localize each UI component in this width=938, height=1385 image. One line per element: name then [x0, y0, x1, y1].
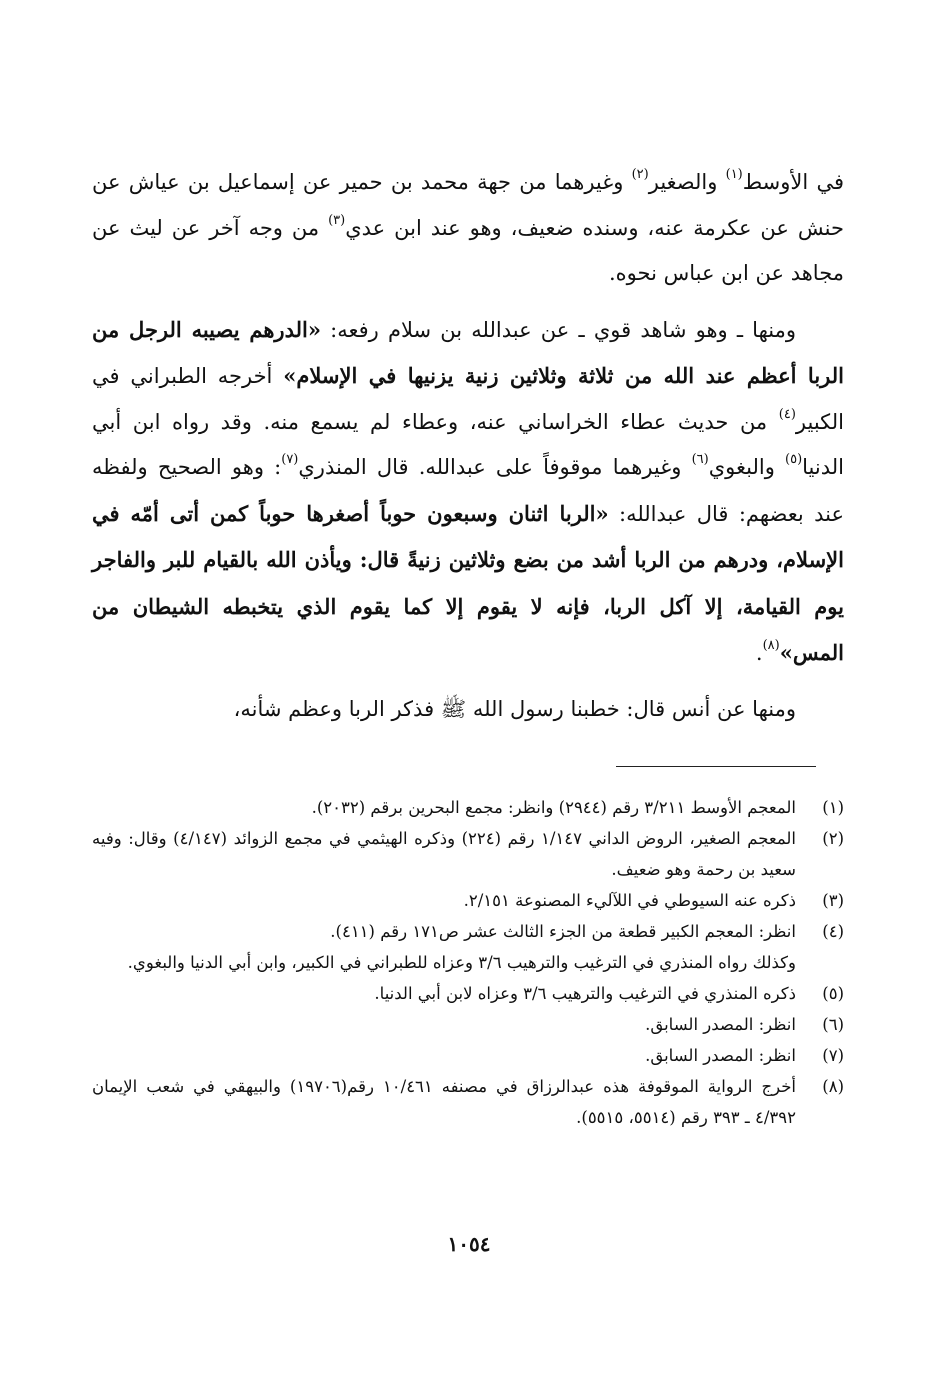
footnote-ref[interactable]: (١) [725, 167, 743, 182]
text-run: وغيرهما موقوفاً على عبدالله. قال المنذري [298, 455, 692, 479]
footnote-5 [92, 978, 844, 1009]
text-run: ومنها عن أنس قال: خطبنا رسول الله ﷺ فذكر الربا وعظم شأنه، [233, 696, 796, 721]
text-run: أخرجه الطبراني في الكبير [92, 364, 844, 434]
text-run: . [755, 641, 763, 665]
footnote-ref[interactable]: (٣) [328, 212, 346, 228]
footnote-text: انظر: المصدر السابق. [645, 1015, 796, 1034]
footnote-4 [92, 916, 844, 947]
hadith-quote-1: «الدرهم يصيبه الرجل من الربا أعظم عند الله من ثلاثة وثلاثين زنية يزنيها في الإسلام» [92, 316, 844, 388]
footnote-ref[interactable]: (٤) [778, 406, 796, 422]
footnote-6 [92, 1009, 844, 1040]
text-run: في الأوسط [742, 170, 844, 194]
footnote-2 [92, 823, 844, 885]
footnote-text: أخرج الرواية الموقوفة هذه عبدالرزاق في مصنفه ١٠/٤٦١ رقم(١٩٧٠٦) والبيهقي في شعب الإيمان ٤/٣٩٢ ـ ٣٩٣ رقم (٥٥١٤، ٥٥١٥). [92, 1077, 796, 1127]
text-run: وغيرهما من جهة محمد بن حمير عن إسماعيل بن عياش عن حنش عن عكرمة عنه، وسنده ضعيف، وهو عند ابن عدي [92, 170, 844, 240]
footnote-number: (٢) [822, 829, 844, 848]
text-run: : وهو الصحيح ولفظه عند بعضهم: قال عبدالله: [92, 455, 844, 526]
paragraph-2 [92, 307, 844, 677]
footnote-text: ذكره عنه السيوطي في اللآليء المصنوعة ٢/١٥١. [463, 891, 796, 910]
footnote-text: انظر: المعجم الكبير قطعة من الجزء الثالث عشر ص١٧١ رقم (٤١١). [330, 922, 796, 941]
footnote-ref[interactable]: (٦) [691, 452, 709, 467]
main-text [92, 160, 844, 732]
footnote-number: (٨) [822, 1077, 844, 1096]
footnote-8 [92, 1071, 844, 1133]
footnote-7 [92, 1040, 844, 1071]
text-run: والصغير [648, 170, 726, 194]
page-number: ١٠٥٤ [447, 1232, 491, 1256]
footnote-4-continuation: وكذلك رواه المنذري في الترغيب والترهيب ٣/٦ وعزاه للطبراني في الكبير، وابن أبي الدنيا والبغوي. [127, 953, 796, 972]
hadith-quote-2: «الربا اثنان وسبعون حوباً أصغرها حوباً كمن أتى أمّه في الإسلام، ودرهم من الربا أشد من بضع وثلاثين زنيةً قال: ويأذن الله بالقيام للبر والفاجر يوم القيامة، إلا آكل الربا، فإنه لا يقوم إلا كما يقوم الذي يتخبطه الشيطان من المس» [92, 500, 844, 665]
footnotes-section [92, 792, 844, 1133]
footnote-number: (٥) [822, 984, 844, 1003]
footnote-text: ذكره المنذري في الترغيب والترهيب ٣/٦ وعزاه لابن أبي الدنيا. [374, 984, 796, 1003]
footnote-ref[interactable]: (٨) [762, 638, 780, 653]
paragraph-3 [92, 687, 844, 733]
footnote-number: (٦) [822, 1015, 844, 1034]
footnote-3 [92, 885, 844, 916]
text-run: من حديث عطاء الخراساني عنه، وعطاء لم يسمع منه. وقد رواه ابن أبي الدنيا [92, 409, 844, 479]
footnote-separator [616, 766, 816, 767]
footnote-number: (١) [822, 798, 844, 817]
text-run: ومنها ـ وهو شاهد قوي ـ عن عبدالله بن سلام رفعه: [320, 317, 796, 342]
footnote-text: انظر: المصدر السابق. [645, 1046, 796, 1065]
paragraph-1 [92, 160, 844, 297]
footnote-ref[interactable]: (٧) [281, 452, 299, 467]
footnote-1 [92, 792, 844, 823]
footnote-number: (٤) [822, 922, 844, 941]
footnote-text: المعجم الأوسط ٣/٢١١ رقم (٢٩٤٤) وانظر: مجمع البحرين برقم (٢٠٣٢). [311, 798, 796, 817]
footnote-number: (٧) [822, 1046, 844, 1065]
text-run: والبغوي [708, 455, 786, 479]
footnote-text: المعجم الصغير، الروض الداني ١/١٤٧ رقم (٢٢٤) وذكره الهيثمي في مجمع الزوائد (٤/١٤٧) وقال: وفيه سعيد بن رحمة وهو ضعيف. [92, 829, 796, 879]
footnote-number: (٣) [822, 891, 844, 910]
footnote-ref[interactable]: (٥) [785, 452, 803, 467]
text-run: من وجه آخر عن ليث عن مجاهد عن ابن عباس نحوه. [92, 215, 844, 285]
footnote-ref[interactable]: (٢) [631, 167, 649, 182]
